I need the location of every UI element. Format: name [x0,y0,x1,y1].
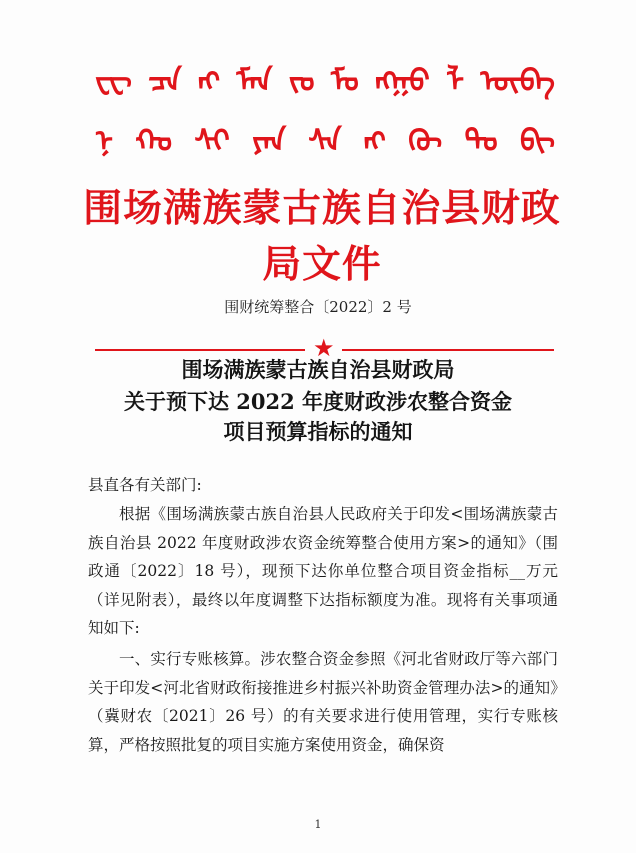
red-divider-left [95,349,305,351]
mongolian-glyph: ᠮᠠᠨ [236,64,273,99]
mongolian-script-row-2 [95,122,555,162]
mongolian-glyph: ᠩ [197,64,221,99]
mongolian-glyph: ᠸᠧ [95,64,132,99]
mongolian-glyph: ᠩᠭᠣ [375,64,430,99]
mongolian-glyph: ᠲᠣ [464,124,498,159]
body-paragraph: 一、实行专账核算。涉农整合资金参照《河北省财政厅等六部门关于印发<河北省财政衔接推进乡村振兴补助资金管理办法>的通知》（冀财农〔2021〕26 号）的有关要求进行使用管理，实行专账核算，严格按照批复的项目实施方案使用资金，确保资 [88,650,558,754]
mongolian-glyph: ᠥᠪᠡ [480,64,555,99]
salutation: 县直各有关部门: [88,476,202,494]
mongolian-glyph: ᠰᠢ [194,124,230,159]
mongolian-glyph: ᠮᠣ [330,64,359,99]
notice-title-line-2: 关于预下达 2022 年度财政涉农整合资金 [123,389,513,414]
mongolian-glyph: ᠶᠠᠨ [252,124,287,159]
document-number: 围财统筹整合〔2022〕2 号 [224,298,412,316]
mongolian-glyph: ᠯ [446,64,465,99]
page-number: 1 [314,818,322,831]
notice-title-line-1: 围场满族蒙古族自治县财政局 [181,357,455,382]
mongolian-glyph: ᠰᠠ [308,124,342,159]
mongolian-glyph: ᠬᠤ [135,124,173,159]
issuer-header-title: 围场满族蒙古族自治县财政局文件 [83,186,561,286]
red-star-icon: ★ [313,334,335,362]
mongolian-glyph: ᠨ [95,124,114,159]
notice-title-line-3: 项目预算指标的通知 [223,419,413,444]
mongolian-script-row-1 [95,62,555,102]
mongolian-glyph: ᠬᠦ [408,124,443,159]
body-paragraph: 根据《围场满族蒙古族自治县人民政府关于印发<围场满族蒙古族自治县 2022 年度财政涉农资金统筹整合使用方案>的通知》（围政通〔2022〕18 号），现预下达你单位整合项目资金指标__万元（详见附表），最终以年度调整下达指标额度为准。现将有关事项通知如下: [88,505,558,638]
mongolian-glyph: ᠵᠤ [288,64,315,99]
mongolian-glyph: ᠩ [363,124,386,159]
red-divider-right [342,349,554,351]
mongolian-glyph: ᠪᠢ [519,124,555,159]
mongolian-glyph: ᠴᠠ [148,64,182,99]
